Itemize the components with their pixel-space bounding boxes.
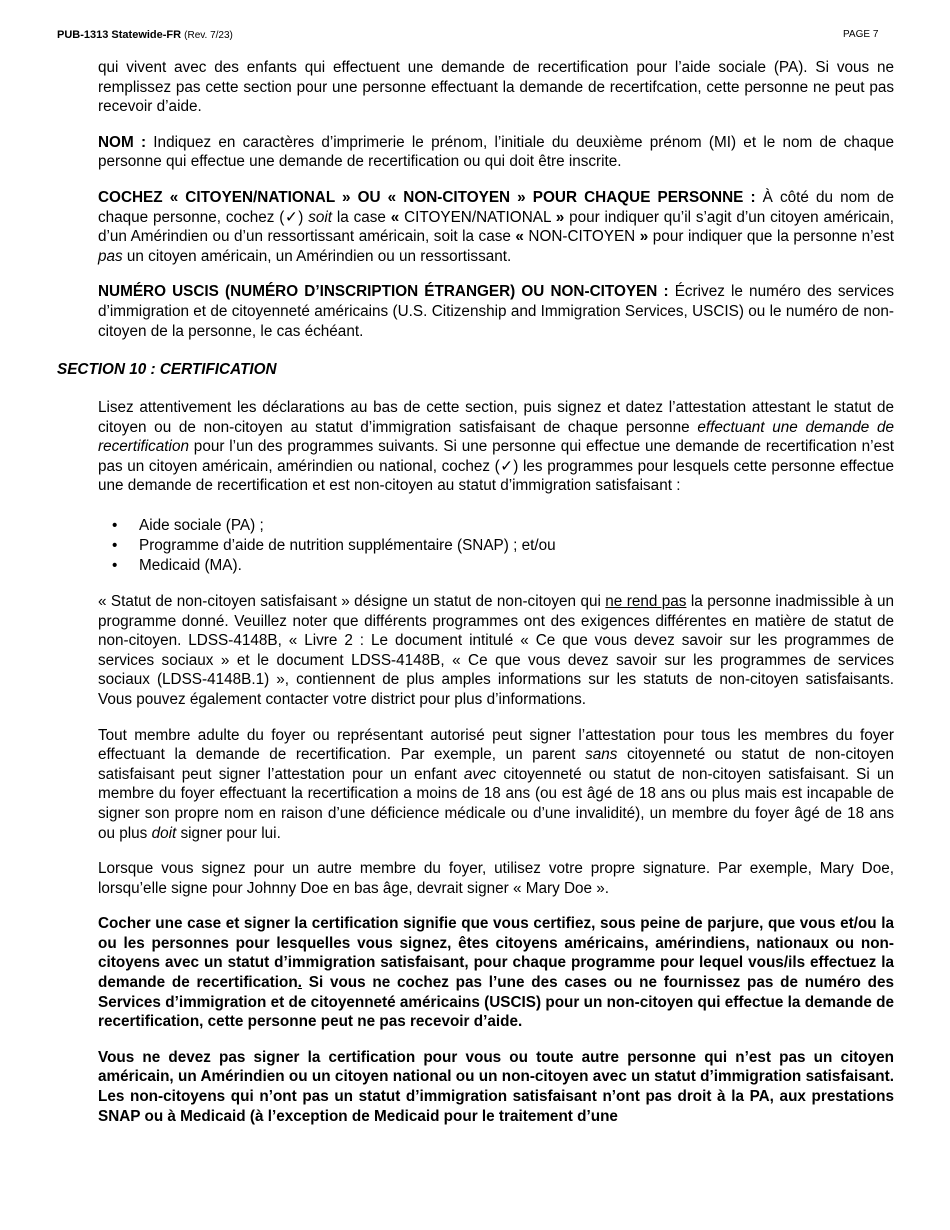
quote-mark: » <box>555 208 565 226</box>
emphasis: avec <box>463 765 497 783</box>
quote-mark: « <box>390 208 400 226</box>
label-nom: NOM : <box>98 133 147 151</box>
paragraph-devez-warning <box>98 1048 894 1126</box>
quote-mark: » <box>639 228 649 246</box>
text-nom: Indiquez en caractères d’imprimerie le prénom, l’initiale du deuxième prénom (MI) et le nom de chaque personne qui effectue une demande de recertification ou qui doit être inscrite. <box>98 133 894 171</box>
text: « Statut de non-citoyen satisfaisant » désigne un statut de non-citoyen qui <box>98 592 606 610</box>
underlined-period: . <box>297 974 302 992</box>
text: pour indiquer qu’il s’agit d’un citoyen américain, d’un Amérindien ou d’un ressortissant américain, soit la case <box>98 208 894 246</box>
program-list <box>98 516 894 576</box>
text: NON-CITOYEN <box>523 228 640 246</box>
text: la personne inadmissible à un programme donné. Veuillez noter que différents programmes ont des exigences différentes en matière de statut de non-citoyen. LDSS-4148B, « Livre 2 : Le document intitulé « Ce que vous devez savoir sur les programmes de services sociaux » et le document LDSS-4148B, « Ce que vous devez savoir sur les programmes de services sociaux (LDSS-4148B.1) », contiennent de plus amples informations sur les statuts de non-citoyen satisfaisants. Vous pouvez également contacter votre district pour plus d’informations. <box>98 592 894 708</box>
text: la case <box>332 208 391 226</box>
emphasis: pas <box>98 247 123 265</box>
text-uscis: Écrivez le numéro des services d’immigration et de citoyenneté américains (U.S. Citizenship and Immigration Services, USCIS) ou le numéro de non-citoyen de la personne, le cas échéant. <box>98 283 894 340</box>
label-cochez: COCHEZ « CITOYEN/NATIONAL » OU « NON-CITOYEN » POUR CHAQUE PERSONNE : <box>98 188 756 206</box>
section-9-instructions <box>98 58 894 341</box>
page-number: PAGE 7 <box>843 29 879 40</box>
emphasis: soit <box>308 208 333 226</box>
text: pour indiquer que la personne n’est <box>648 228 894 246</box>
text: pour l’un des programmes suivants. Si une personne qui effectue une demande de recertification n’est pas un citoyen américain, amérindien ou national, cochez (✓) les programmes pour lesquels cette personne effectue une demande de recertification et est non-citoyen au statut d’immigration satisfaisant : <box>98 438 894 495</box>
list-item: • Programme d’aide de nutrition supplémentaire (SNAP) ; et/ou <box>98 536 894 556</box>
text: citoyenneté ou statut de non-citoyen satisfaisant. Si un membre du foyer effectuant la recertification a moins de 18 ans (ou est âgé de 18 ans ou plus mais est incapable de signer son propre nom en raison d’une déficience médicale ou d’une invalidité), un membre du foyer âgé de 18 ans ou plus <box>98 765 895 842</box>
paragraph-nom <box>98 133 894 172</box>
bold-text: Cocher une case et signer la certification signifie que vous certifiez, sous peine de parjure, que vous et/ou la ou les personnes pour lesquelles vous signez, êtes citoyens américains, amérindiens, nationaux ou non-citoyens avec un statut d’immigration satisfaisant, pour chaque programme pour lequel vous/ils effectuez la demande de recertification <box>98 915 894 992</box>
paragraph-continuation: qui vivent avec des enfants qui effectuent une demande de recertification pour l’aide sociale (PA). Si vous ne remplissez pas cette section pour une personne effectuant la demande de recertifcation, cette personne ne peut pas recevoir d’aide. <box>98 59 894 116</box>
text: Lisez attentivement les déclarations au bas de cette section, puis signez et datez l’attestation attestant le statut de citoyen ou de non-citoyen au statut d’immigration satisfaisant de chaque personne <box>98 399 894 436</box>
form-id <box>57 29 233 41</box>
paragraph-cocher-warning <box>98 914 894 1032</box>
paragraph-uscis <box>98 282 894 341</box>
section-title: SECTION 10 : CERTIFICATION <box>57 361 277 378</box>
form-title: PUB-1313 Statewide-FR <box>57 29 182 41</box>
paragraph-statut <box>98 592 894 710</box>
text: citoyenneté ou statut de non-citoyen satisfaisant peut signer l’attestation pour un enfant <box>98 746 894 783</box>
quote-mark: « <box>515 228 524 246</box>
form-revision: (Rev. 7/23) <box>184 30 233 41</box>
emphasis: effectuant une demande de recertification <box>98 418 894 456</box>
paragraph-certification <box>98 398 894 496</box>
bold-text: Vous ne devez pas signer la certification pour vous ou toute autre personne qui n’est pas un citoyen américain, un Amérindien ou un citoyen national ou un non-citoyen avec un statut d’immigration satisfaisant. Les non-citoyens qui n’ont pas un statut d’immigration satisfaisant n’ont pas droit à la PA, aux prestations SNAP ou à Medicaid (à l’exception de Medicaid pour le traitement d’une <box>98 1048 894 1125</box>
emphasis: sans <box>585 746 618 764</box>
list-item: • Aide sociale (PA) ; <box>98 516 894 536</box>
underlined-text: ne rend pas <box>605 592 687 610</box>
text: À côté du nom de chaque personne, cochez (✓) <box>98 188 895 226</box>
text: Tout membre adulte du foyer ou représentant autorisé peut signer l’attestation pour tous les membres du foyer effectuant la demande de recertification. Par exemple, un parent <box>98 726 894 764</box>
paragraph-cochez <box>98 188 894 266</box>
bold-text: Si vous ne cochez pas l’une des cases ou ne fournissez pas de numéro des Services d’immigration et de citoyenneté américains (USCIS) pour un non-citoyen qui effectue la demande de recertification, cette personne peut ne pas recevoir d’aide. <box>98 974 894 1031</box>
label-uscis: NUMÉRO USCIS (NUMÉRO D’INSCRIPTION ÉTRANGER) OU NON-CITOYEN : <box>98 283 669 301</box>
section-10-instructions <box>98 398 894 1126</box>
paragraph-adulte <box>98 726 894 844</box>
paragraph-signature: Lorsque vous signez pour un autre membre du foyer, utilisez votre propre signature. Par exemple, Mary Doe, lorsqu’elle signe pour Johnny Doe en bas âge, devrait signer « Mary Doe ». <box>98 860 894 897</box>
text: signer pour lui. <box>176 824 281 842</box>
text: un citoyen américain, un Amérindien ou un ressortissant. <box>122 247 512 265</box>
list-item: • Medicaid (MA). <box>98 556 894 576</box>
emphasis: doit <box>151 824 177 842</box>
text: CITOYEN/NATIONAL <box>399 208 556 226</box>
